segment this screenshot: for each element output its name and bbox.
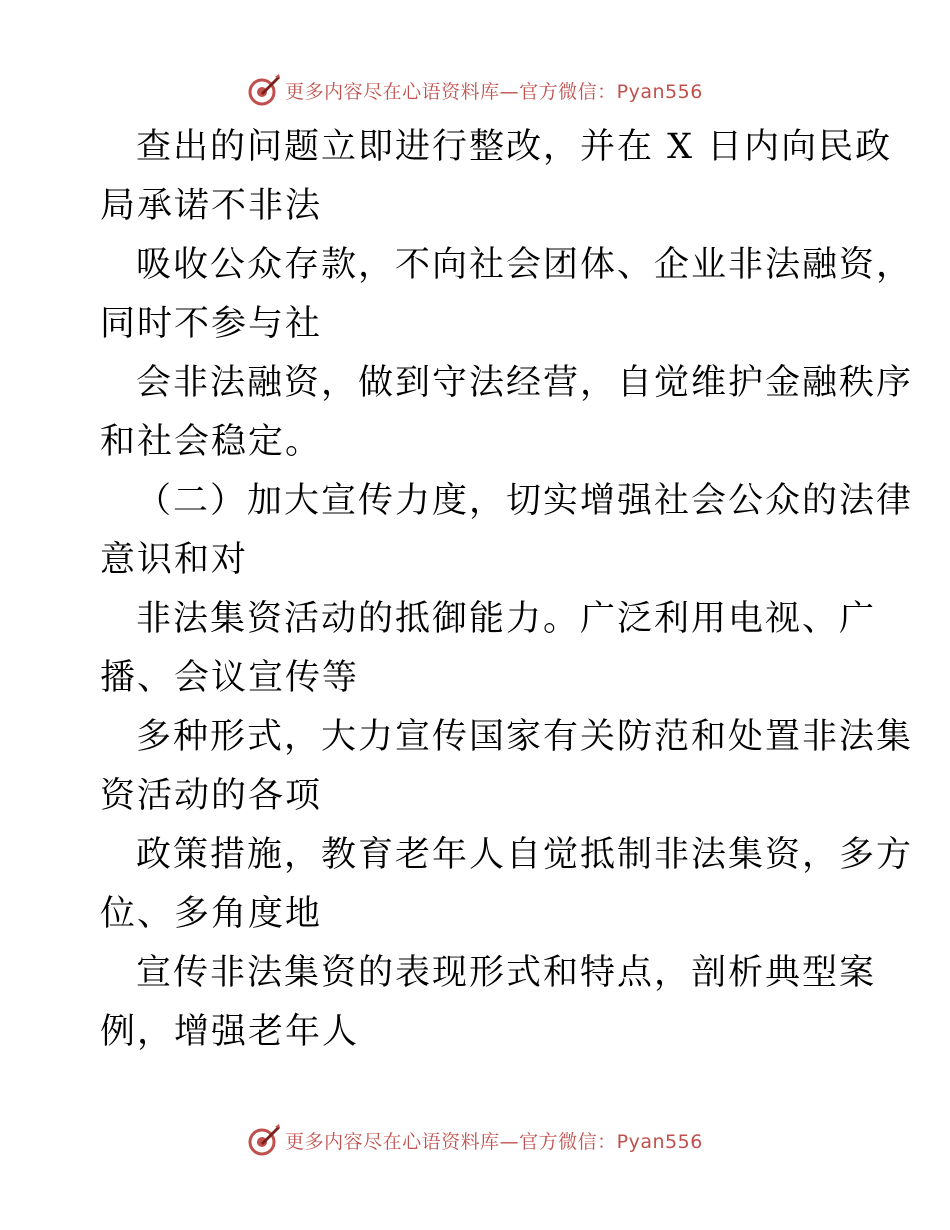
body-line-9: 非法集资活动的抵御能力。广泛利用电视、广 [136,599,877,639]
header-banner [0,70,950,110]
body-line-14: 位、多角度地 [100,894,323,934]
body-line-4: 同时不参与社 [100,304,323,344]
header-banner-text: 更多内容尽在心语资料库—官方微信：Pyan556 [285,80,703,103]
footer-banner-text: 更多内容尽在心语资料库—官方微信：Pyan556 [285,1130,703,1153]
body-line-5: 会非法融资，做到守法经营，自觉维护金融秩序 [136,363,914,403]
body-line-3: 吸收公众存款，不向社会团体、企业非法融资， [136,245,914,285]
body-line-16: 例，增强老年人 [100,1012,360,1052]
body-line-2: 局承诺不非法 [100,186,323,226]
body-line-10: 播、会议宣传等 [100,658,360,698]
body-line-1: 查出的问题立即进行整改，并在 X 日内向民政 [136,127,893,167]
body-line-6: 和社会稳定。 [100,422,323,462]
body-line-12: 资活动的各项 [100,776,323,816]
quill-seal-icon [247,73,281,107]
body-line-15: 宣传非法集资的表现形式和特点，剖析典型案 [136,953,877,993]
body-line-8: 意识和对 [100,540,249,580]
body-line-11: 多种形式，大力宣传国家有关防范和处置非法集 [136,717,914,757]
body-line-7: （二）加大宣传力度，切实增强社会公众的法律 [136,481,914,521]
quill-seal-icon [247,1123,281,1157]
footer-banner [0,1120,950,1160]
body-line-13: 政策措施，教育老年人自觉抵制非法集资，多方 [136,835,914,875]
